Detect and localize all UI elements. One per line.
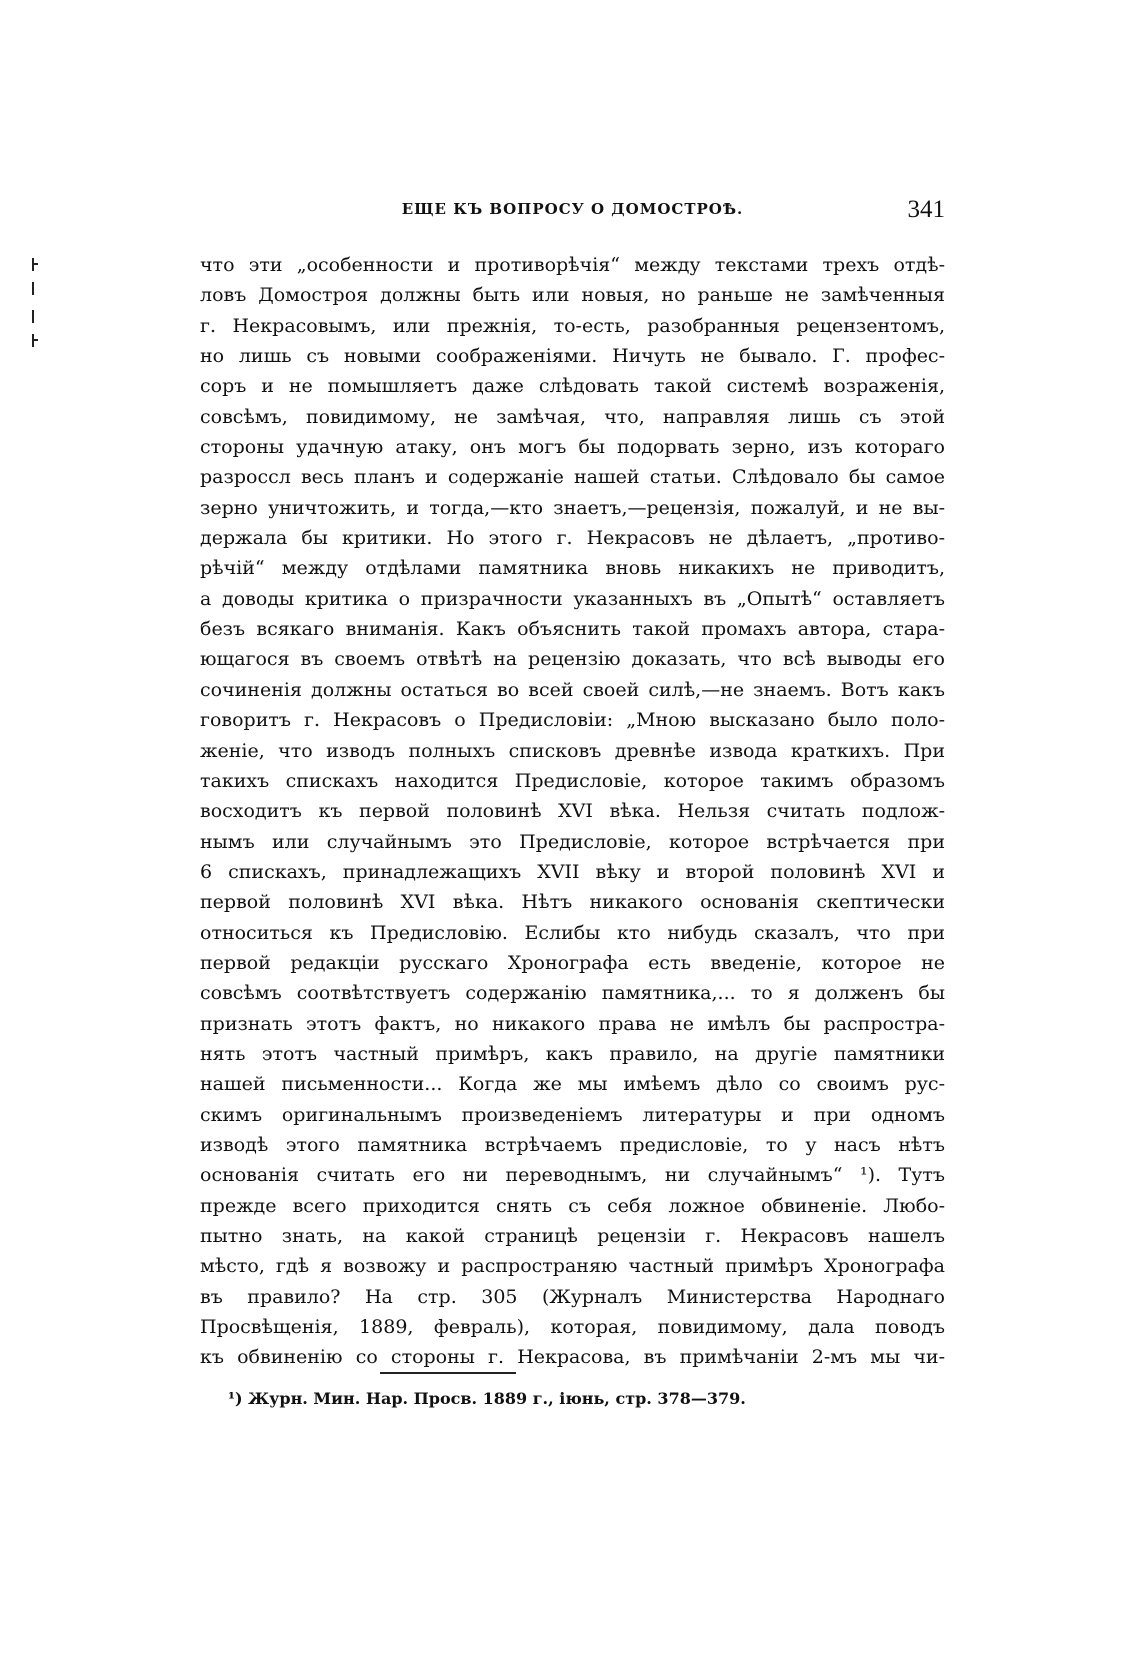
text-line: основанія считать его ни переводнымъ, ни случайнымъ“ ¹). Тутъ [200, 1164, 945, 1187]
text-line: такихъ спискахъ находится Предисловіе, которое такимъ образомъ [200, 769, 945, 792]
text-line: г. Некрасовымъ, или прежнія, то-есть, разобранныя рецензентомъ, [200, 314, 945, 337]
text-line: говоритъ г. Некрасовъ о Предисловіи: „Мною высказано было поло- [200, 709, 945, 732]
footnote: ¹) Журн. Мин. Нар. Просв. 1889 г., іюнь, стр. 378—379. [228, 1389, 746, 1408]
text-line: совсѣмъ, повидимому, не замѣчая, что, направляя лишь съ этой [200, 405, 945, 428]
text-line: относиться къ Предисловію. Еслибы кто нибудь сказалъ, что при [200, 921, 945, 944]
text-line: соръ и не помышляетъ даже слѣдовать такой системѣ возраженія, [200, 375, 945, 398]
text-line: безъ всякаго вниманія. Какъ объяснить такой промахъ автора, стара- [200, 618, 945, 641]
text-line: что эти „особенности и противорѣчія“ между текстами трехъ отдѣ- [200, 254, 945, 276]
text-line: первой половинѣ XVI вѣка. Нѣтъ никакого основанія скептически [200, 891, 945, 914]
text-line: прежде всего приходится снять съ себя ложное обвиненіе. Любо- [200, 1194, 945, 1217]
body-text [200, 250, 945, 1373]
margin-mark [32, 258, 34, 271]
margin-mark [32, 310, 34, 323]
text-line: ловъ Домостроя должны быть или новыя, но раньше не замѣченныя [200, 284, 945, 307]
text-line: признать этотъ фактъ, но никакого права не имѣлъ бы распростра- [200, 1012, 945, 1035]
text-line: совсѣмъ соотвѣтствуетъ содержанію памятника,... то я долженъ бы [200, 982, 945, 1005]
text-line: изводѣ этого памятника встрѣчаемъ предисловіе, то у насъ нѣтъ [200, 1133, 945, 1156]
text-line: рѣчій“ между отдѣлами памятника вновь никакихъ не приводитъ, [200, 557, 945, 580]
text-line: ющагося въ своемъ отвѣтѣ на рецензію доказать, что всѣ выводы его [200, 648, 945, 671]
text-line: Просвѣщенія, 1889, февраль), которая, повидимому, дала поводъ [200, 1316, 945, 1339]
text-line: 6 спискахъ, принадлежащихъ XVII вѣку и второй половинѣ XVI и [200, 860, 945, 883]
margin-mark [32, 282, 34, 295]
text-line: а доводы критика о призрачности указанныхъ въ „Опытѣ“ оставляетъ [200, 587, 945, 610]
text-line: стороны удачную атаку, онъ могъ бы подорвать зерно, изъ котораго [200, 436, 945, 459]
page-number: 341 [907, 196, 945, 223]
text-line: сочиненія должны остаться во всей своей силѣ,—не знаемъ. Вотъ какъ [200, 678, 945, 701]
text-line: къ обвиненію со стороны г. Некрасова, въ примѣчаніи 2-мъ мы чи- [200, 1346, 945, 1369]
text-line: пытно знать, на какой страницѣ рецензіи г. Некрасовъ нашелъ [200, 1225, 945, 1247]
text-line: зерно уничтожить, и тогда,—кто знаетъ,—рецензія, пожалуй, и не вы- [200, 496, 945, 519]
margin-marks [26, 258, 40, 408]
text-line: держала бы критики. Но этого г. Некрасовъ не дѣлаетъ, „противо- [200, 527, 945, 550]
page-header [200, 196, 945, 228]
text-line: скимъ оригинальнымъ произведеніемъ литературы и при одномъ [200, 1103, 945, 1126]
text-line: разроссл весь планъ и содержаніе нашей статьи. Слѣдовало бы самое [200, 466, 945, 489]
text-line: но лишь съ новыми соображеніями. Ничуть не бывало. Г. профес- [200, 345, 945, 368]
margin-mark [32, 334, 34, 347]
text-line: первой редакціи русскаго Хронографа есть введеніе, которое не [200, 951, 945, 974]
text-line: женіе, что изводъ полныхъ списковъ древнѣе извода краткихъ. При [200, 739, 945, 762]
text-line: нымъ или случайнымъ это Предисловіе, которое встрѣчается при [200, 830, 945, 853]
text-line: мѣсто, гдѣ я возвожу и распространяю частный примѣръ Хронографа [200, 1255, 945, 1278]
text-line: восходитъ къ первой половинѣ XVI вѣка. Нельзя считать подлож- [200, 800, 945, 823]
text-line: нять этотъ частный примѣръ, какъ правило, на другіе памятники [200, 1042, 945, 1065]
text-line: въ правило? На стр. 305 (Журналъ Министерства Народнаго [200, 1285, 945, 1308]
footnote-divider [380, 1372, 516, 1374]
text-line: нашей письменности... Когда же мы имѣемъ дѣло со своимъ рус- [200, 1073, 945, 1096]
running-title: ЕЩЕ КЪ ВОПРОСУ О ДОМОСТРОѢ. [401, 200, 744, 218]
